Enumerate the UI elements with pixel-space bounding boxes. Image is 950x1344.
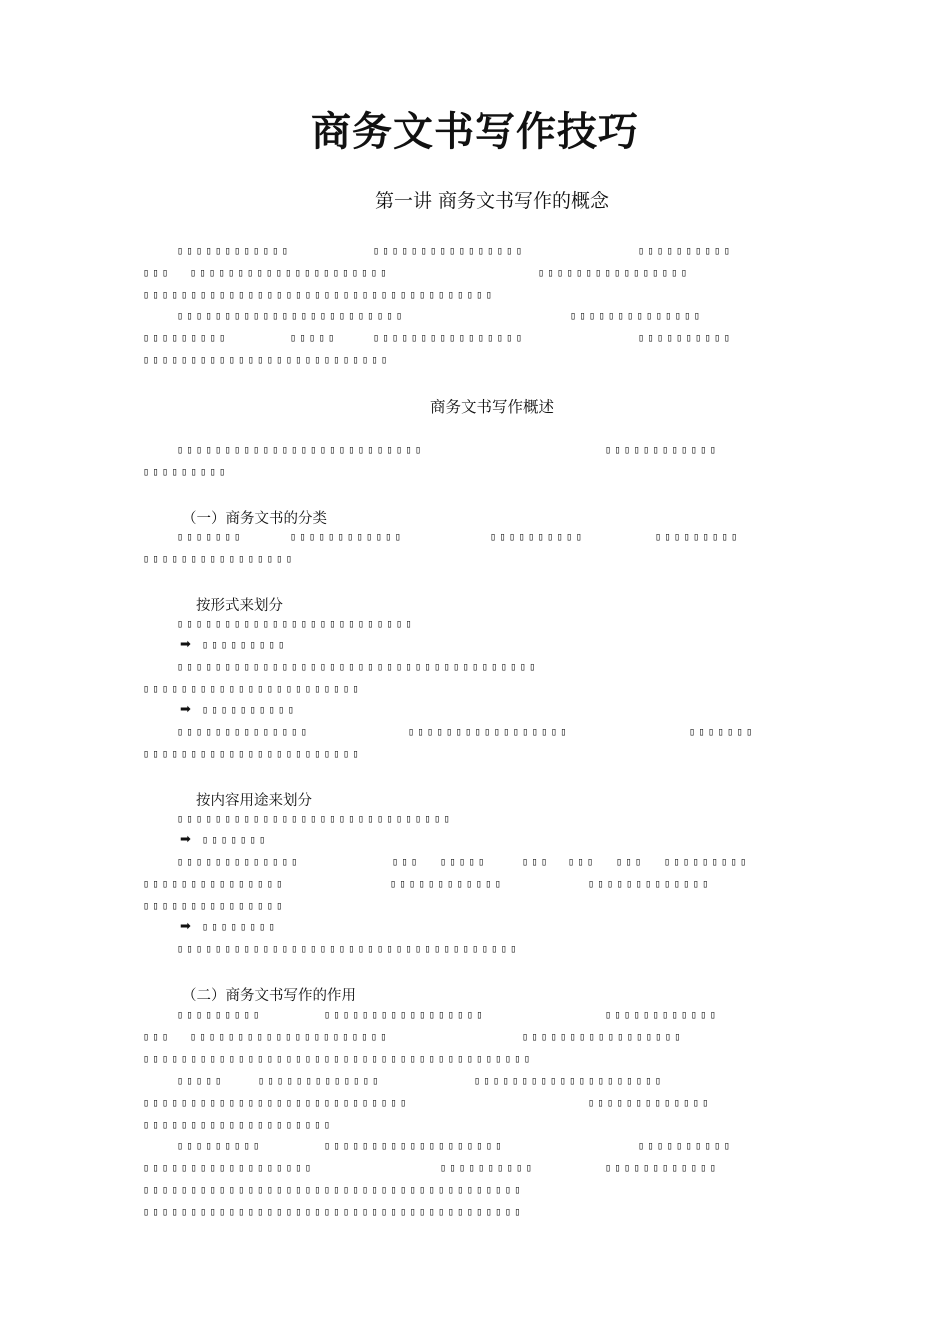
garbled-text-line: ▯▯▯▯▯▯▯▯▯▯▯▯▯▯▯▯▯▯ [143,1162,315,1174]
garbled-text-line: ▯▯▯▯▯▯▯▯▯▯▯▯▯▯▯▯▯▯▯▯▯▯▯▯▯▯▯▯▯▯▯▯▯▯▯▯▯▯▯▯ [143,1206,524,1218]
garbled-text-line: ▯▯▯▯▯▯▯▯▯▯▯▯ [290,531,405,543]
by-content-heading: 按内容用途来划分 [196,793,312,809]
garbled-text-line: ▯▯▯▯▯▯▯▯▯▯▯▯▯▯ [177,726,311,738]
garbled-text-line: ▯▯▯▯▯▯▯▯▯▯▯▯▯ [588,878,712,890]
garbled-text-line: ▯▯▯▯▯▯▯▯▯▯▯▯▯▯▯▯ [373,332,526,344]
garbled-text-line: ▯▯▯▯▯▯▯▯▯ [143,466,229,478]
garbled-text-line: ▯▯▯▯▯▯▯▯▯▯▯▯▯▯▯▯ [538,267,691,279]
garbled-text-line: ▯▯▯▯▯▯▯▯▯▯▯▯▯ [588,1097,712,1109]
arrow-bullet-icon: ➡ [180,702,191,717]
garbled-text-line: ▯▯▯▯▯▯▯▯▯▯▯▯▯▯▯▯▯▯▯▯▯▯▯▯▯▯▯▯▯▯▯▯▯▯▯▯▯▯▯▯▯ [143,1053,534,1065]
garbled-text-line: ▯▯▯ [143,1031,172,1043]
garbled-text-line: ▯▯▯▯▯ [440,856,488,868]
garbled-text-line: ▯▯▯▯▯▯▯▯▯▯▯▯▯▯▯▯▯▯▯▯▯▯▯▯▯▯▯▯▯▯▯▯▯▯▯▯ [177,943,520,955]
garbled-text-line: ▯▯▯▯▯▯▯▯▯▯▯▯▯▯▯▯▯▯▯▯▯ [190,267,390,279]
garbled-text-line: ▯▯▯▯▯▯▯ [177,531,244,543]
garbled-text-line: ▯▯▯▯▯▯▯▯▯ [664,856,750,868]
garbled-text-line: ▯▯▯▯▯▯▯▯▯▯▯▯ [605,1162,720,1174]
garbled-text-line: ▯▯▯▯▯▯▯▯▯▯▯▯▯ [258,1075,382,1087]
garbled-text-line: ▯▯▯▯▯▯▯▯▯▯▯▯ [177,245,292,257]
garbled-text-line: ▯▯▯ [568,856,597,868]
garbled-text-line: ▯▯▯▯▯▯▯▯▯▯ [440,1162,536,1174]
garbled-text-line: ▯▯▯▯▯▯▯▯▯▯▯▯▯▯▯▯▯▯▯▯▯▯▯▯ [177,310,406,322]
garbled-text-line: ▯▯▯▯▯▯▯ [689,726,756,738]
garbled-text-line: ▯▯▯▯▯▯▯▯▯▯▯▯ [605,444,720,456]
garbled-text-line: ▯▯▯▯▯▯▯▯▯ [143,332,229,344]
garbled-text-line: ▯▯▯▯▯▯▯▯▯▯▯▯▯▯▯▯▯ [324,1009,486,1021]
garbled-text-line: ▯▯▯▯▯▯▯▯▯ [177,1140,263,1152]
arrow-bullet-icon: ➡ [180,832,191,847]
garbled-text-line: ▯▯▯▯▯▯▯▯▯▯▯▯▯▯▯ [143,878,286,890]
arrow-bullet-icon: ➡ [180,637,191,652]
garbled-text-line: ▯▯▯▯▯▯▯▯▯▯▯▯▯▯▯▯▯▯▯▯▯▯▯▯▯▯ [177,444,425,456]
garbled-text-line: ▯▯▯▯▯▯▯▯ [202,921,279,933]
garbled-text-line: ▯▯▯▯▯▯▯▯▯▯ [638,245,734,257]
garbled-text-line: ▯▯▯▯▯▯▯▯▯▯▯▯ [390,878,505,890]
garbled-text-line: ▯▯▯▯▯▯▯▯▯ [202,639,288,651]
garbled-text-line: ▯▯▯▯▯▯▯▯▯▯▯▯▯▯▯▯ [143,553,296,565]
by-form-heading: 按形式来划分 [196,598,283,614]
document-title: 商务文书写作技巧 [311,109,639,155]
garbled-text-line: ▯▯▯▯▯▯▯▯▯▯▯▯ [605,1009,720,1021]
garbled-text-line: ▯▯▯▯▯▯▯▯▯▯▯▯▯▯▯▯▯▯▯▯▯ [190,1031,390,1043]
lecture-heading: 第一讲 商务文书写作的概念 [374,190,610,212]
garbled-text-line: ▯▯▯▯▯▯▯▯▯▯▯▯▯▯▯▯▯▯▯▯▯▯▯▯▯▯▯▯ [143,1097,410,1109]
garbled-text-line: ▯▯▯▯▯▯▯▯▯▯▯▯▯▯▯▯▯▯▯▯▯▯▯ [143,748,362,760]
garbled-text-line: ▯▯▯▯▯▯▯▯▯▯▯▯▯▯▯▯▯▯▯ [324,1140,505,1152]
garbled-text-line: ▯▯▯▯▯▯▯▯▯▯▯▯▯▯▯▯▯▯▯▯ [474,1075,665,1087]
garbled-text-line: ▯▯▯▯▯▯▯▯▯▯▯▯▯ [177,856,301,868]
garbled-text-line: ▯▯▯▯▯▯▯▯▯▯▯▯▯▯▯▯▯▯▯▯▯▯▯▯▯▯▯▯▯▯▯▯▯▯▯▯▯▯▯▯ [143,1184,524,1196]
garbled-text-line: ▯▯▯ [522,856,551,868]
garbled-text-line: ▯▯▯▯▯▯▯▯▯▯▯▯▯▯▯▯▯ [408,726,570,738]
garbled-text-line: ▯▯▯▯▯▯▯▯▯▯ [638,332,734,344]
garbled-text-line: ▯▯▯▯▯▯▯▯▯▯▯▯▯▯▯▯ [373,245,526,257]
garbled-text-line: ▯▯▯▯▯▯▯▯▯ [655,531,741,543]
arrow-bullet-icon: ➡ [180,919,191,934]
garbled-text-line: ▯▯▯▯▯▯▯▯▯ [177,1009,263,1021]
garbled-text-line: ▯▯▯▯▯▯▯▯▯▯▯▯▯▯▯▯▯▯▯▯ [143,1119,334,1131]
garbled-text-line: ▯▯▯▯▯ [290,332,338,344]
garbled-text-line: ▯▯▯▯▯▯▯▯▯▯▯▯▯▯▯ [143,900,286,912]
garbled-text-line: ▯▯▯▯▯ [177,1075,225,1087]
garbled-text-line: ▯▯▯▯▯▯▯▯▯▯ [490,531,586,543]
garbled-text-line: ▯▯▯ [143,267,172,279]
garbled-text-line: ▯▯▯▯▯▯▯▯▯▯▯▯▯▯▯▯▯▯▯▯▯▯▯▯▯▯ [143,354,391,366]
garbled-text-line: ▯▯▯▯▯▯▯▯▯▯▯▯▯▯▯▯▯▯▯▯▯▯▯ [143,683,362,695]
garbled-text-line: ▯▯▯▯▯▯▯▯▯▯▯▯▯▯▯▯▯▯▯▯▯▯▯▯▯▯▯▯▯▯▯▯▯▯▯▯▯ [143,289,496,301]
garbled-text-line: ▯▯▯▯▯▯▯▯▯▯▯▯▯▯▯▯▯ [522,1031,684,1043]
garbled-text-line: ▯▯▯ [392,856,421,868]
garbled-text-line: ▯▯▯ [616,856,645,868]
section1-heading: （一）商务文书的分类 [182,511,327,527]
overview-heading: 商务文书写作概述 [429,398,554,416]
garbled-text-line: ▯▯▯▯▯▯▯▯▯▯ [638,1140,734,1152]
garbled-text-line: ▯▯▯▯▯▯▯▯▯▯▯▯▯▯ [570,310,704,322]
section2-heading: （二）商务文书写作的作用 [182,988,356,1004]
garbled-text-line: ▯▯▯▯▯▯▯▯▯▯▯▯▯▯▯▯▯▯▯▯▯▯▯▯▯▯▯▯▯▯▯▯▯▯▯▯▯▯ [177,661,539,673]
garbled-text-line: ▯▯▯▯▯▯▯ [202,834,269,846]
garbled-text-line: ▯▯▯▯▯▯▯▯▯▯▯▯▯▯▯▯▯▯▯▯▯▯▯▯▯ [177,618,416,630]
garbled-text-line: ▯▯▯▯▯▯▯▯▯▯ [202,704,298,716]
garbled-text-line: ▯▯▯▯▯▯▯▯▯▯▯▯▯▯▯▯▯▯▯▯▯▯▯▯▯▯▯▯▯ [177,813,454,825]
